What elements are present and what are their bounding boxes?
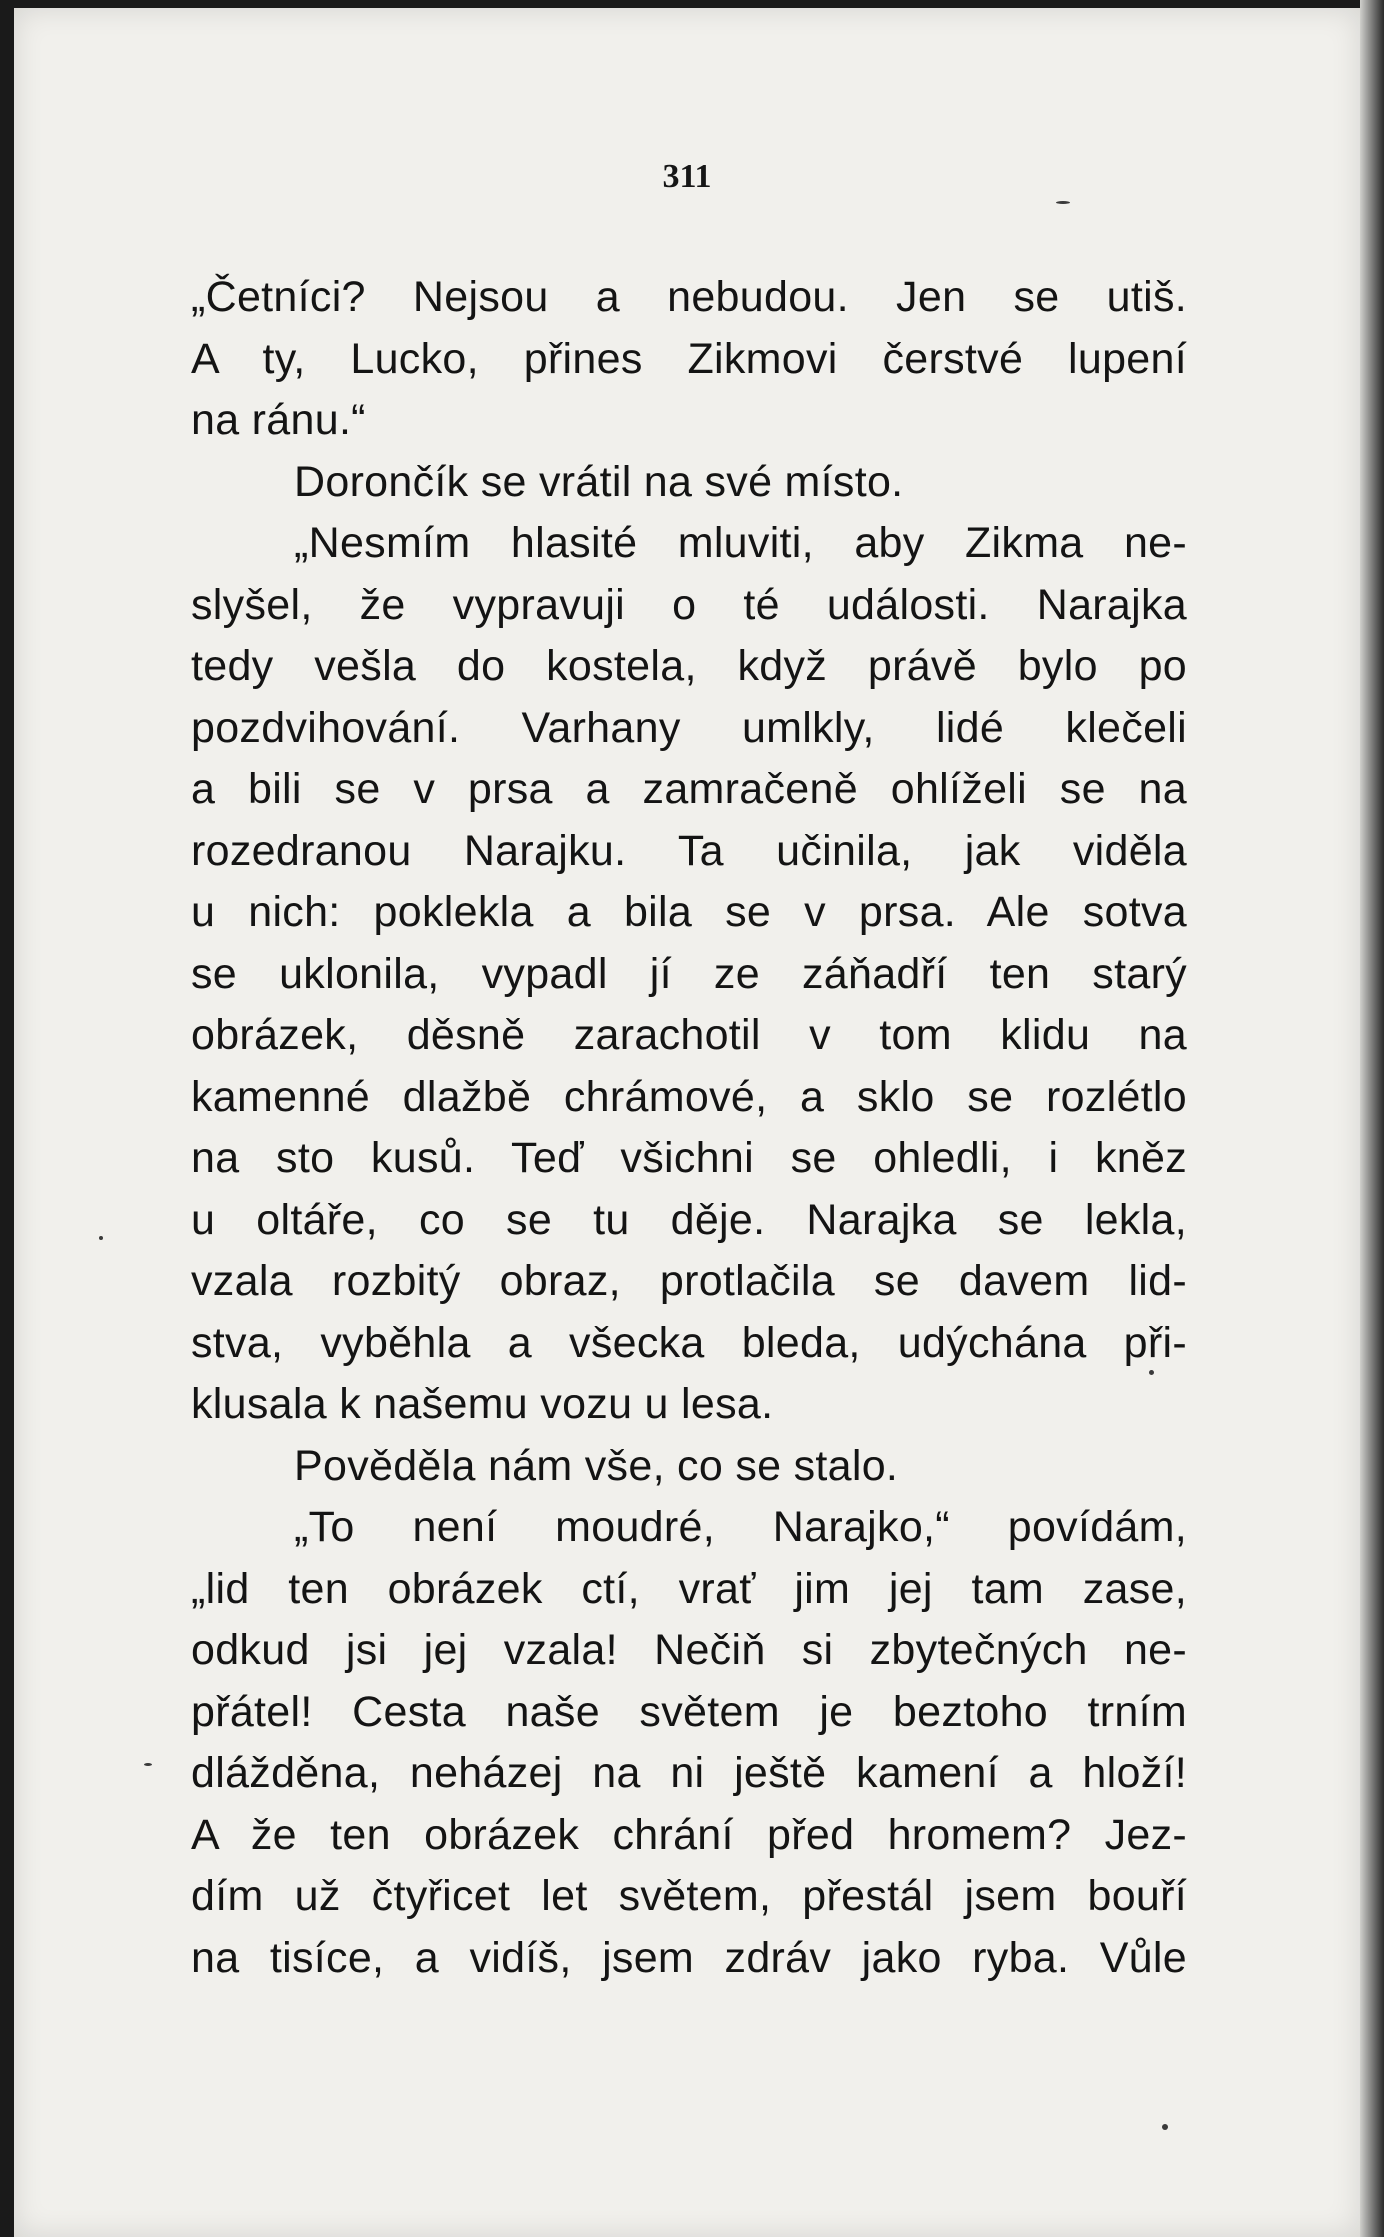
paragraph-start-line: Dorončík se vrátil na své místo. bbox=[294, 457, 904, 506]
paper-speck bbox=[1056, 201, 1070, 204]
text-line: tedy vešla do kostela, když právě bylo po bbox=[191, 642, 1187, 690]
page-number: 311 bbox=[662, 158, 712, 195]
paper-speck bbox=[1162, 2124, 1168, 2130]
text-line: a bili se v prsa a zamračeně ohlíželi se na bbox=[191, 765, 1187, 813]
text-line: „Četníci? Nejsou a nebudou. Jen se utiš. bbox=[191, 273, 1187, 321]
paper-speck bbox=[144, 1763, 152, 1766]
text-line: na sto kusů. Teď všichni se ohledli, i kněz bbox=[191, 1134, 1187, 1182]
paragraph-start-line: „To není moudré, Narajko,“ povídám, bbox=[294, 1503, 1187, 1551]
text-line: stva, vyběhla a všecka bleda, udýchána při- bbox=[191, 1318, 1187, 1367]
text-line: obrázek, děsně zarachotil v tom klidu na bbox=[191, 1011, 1187, 1059]
text-line: „lid ten obrázek ctí, vrať jim jej tam zase, bbox=[191, 1564, 1187, 1613]
text-line: dím už čtyřicet let světem, přestál jsem bouří bbox=[191, 1872, 1187, 1920]
text-line: se uklonila, vypadl jí ze záňadří ten starý bbox=[191, 949, 1187, 998]
text-line: na tisíce, a vidíš, jsem zdráv jako ryba. Vůle bbox=[191, 1933, 1187, 1982]
text-line: pozdvihování. Varhany umlkly, lidé klečeli bbox=[191, 703, 1187, 752]
text-line: klusala k našemu vozu u lesa. bbox=[191, 1380, 774, 1428]
text-line: u nich: poklekla a bila se v prsa. Ale sotva bbox=[191, 888, 1187, 936]
text-line: vzala rozbitý obraz, protlačila se davem lid- bbox=[191, 1257, 1187, 1305]
paragraph-start-line: Pověděla nám vše, co se stalo. bbox=[294, 1441, 899, 1490]
text-line: přátel! Cesta naše světem je beztoho trním bbox=[191, 1687, 1187, 1736]
text-line: kamenné dlažbě chrámové, a sklo se rozlétlo bbox=[191, 1072, 1187, 1121]
paragraph-start-line: „Nesmím hlasité mluviti, aby Zikma ne- bbox=[294, 519, 1187, 567]
text-line: na ránu.“ bbox=[191, 396, 366, 444]
book-page bbox=[14, 8, 1360, 2237]
text-line: A ty, Lucko, přines Zikmovi čerstvé lupení bbox=[191, 334, 1187, 383]
page-edge-shadow bbox=[1360, 0, 1384, 2237]
text-line: dlážděna, neházej na ni ještě kamení a hloží! bbox=[191, 1749, 1187, 1797]
text-line: u oltáře, co se tu děje. Narajka se lekla, bbox=[191, 1195, 1187, 1244]
text-line: odkud jsi jej vzala! Nečiň si zbytečných ne- bbox=[191, 1626, 1187, 1674]
body-text bbox=[191, 267, 1187, 1989]
text-line: rozedranou Narajku. Ta učinila, jak viděla bbox=[191, 826, 1187, 875]
text-line: A že ten obrázek chrání před hromem? Jez- bbox=[191, 1810, 1187, 1859]
paper-speck bbox=[99, 1236, 103, 1240]
paper-speck bbox=[1149, 1370, 1154, 1375]
text-line: slyšel, že vypravuji o té události. Narajka bbox=[191, 580, 1187, 629]
